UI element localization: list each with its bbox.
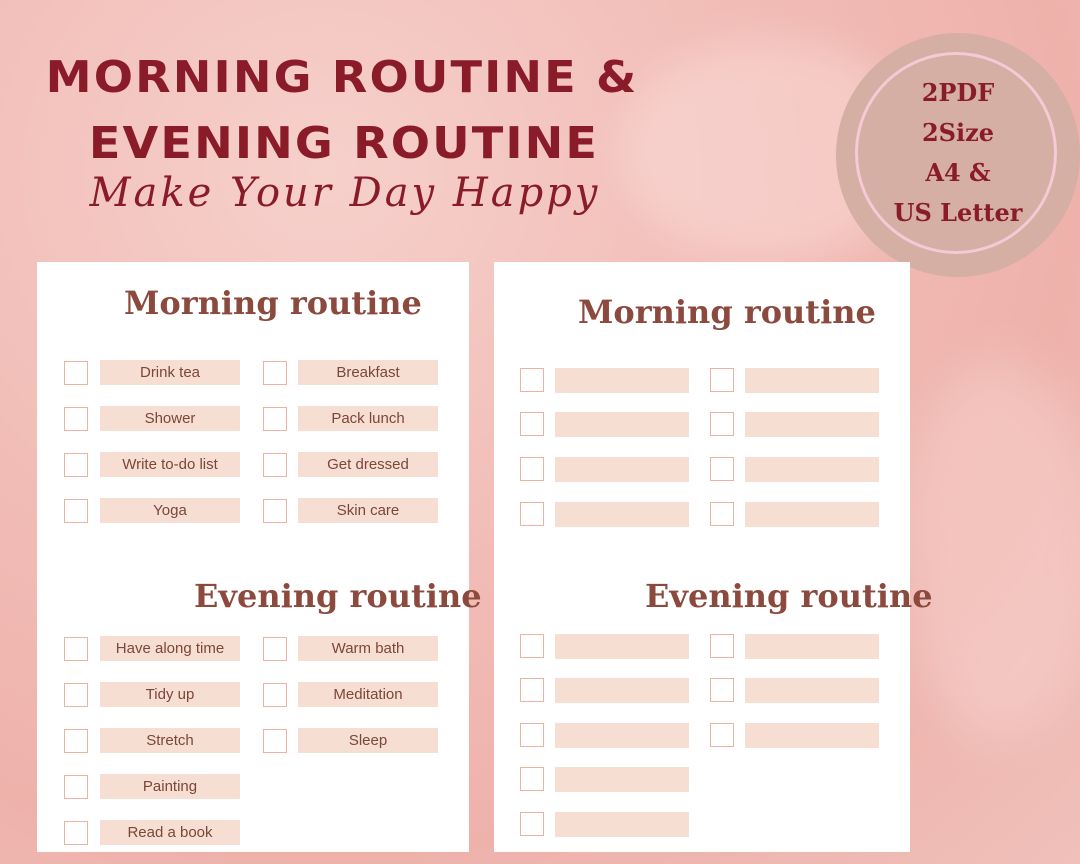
task-label[interactable]: [745, 634, 879, 659]
checkbox[interactable]: [710, 634, 734, 658]
checkbox[interactable]: [263, 499, 287, 523]
task-label[interactable]: [555, 723, 689, 748]
task-label[interactable]: [745, 368, 879, 393]
badge-line: 2Size: [921, 118, 995, 147]
task-label[interactable]: [555, 634, 689, 659]
task-label: Read a book: [100, 820, 240, 845]
task-label[interactable]: [745, 723, 879, 748]
task-label: Warm bath: [298, 636, 438, 661]
task-label: Stretch: [100, 728, 240, 753]
task-label[interactable]: [555, 368, 689, 393]
task-label: Yoga: [100, 498, 240, 523]
task-label[interactable]: [555, 812, 689, 837]
task-label[interactable]: [555, 457, 689, 482]
checkbox[interactable]: [263, 453, 287, 477]
checkbox[interactable]: [710, 723, 734, 747]
checkbox[interactable]: [64, 407, 88, 431]
task-label: Get dressed: [298, 452, 438, 477]
task-label[interactable]: [555, 412, 689, 437]
checkbox[interactable]: [520, 457, 544, 481]
checkbox[interactable]: [64, 729, 88, 753]
checkbox[interactable]: [520, 723, 544, 747]
checkbox[interactable]: [64, 821, 88, 845]
checkbox[interactable]: [520, 502, 544, 526]
task-label: Breakfast: [298, 360, 438, 385]
badge-line: US Letter: [893, 198, 1023, 227]
checkbox[interactable]: [263, 407, 287, 431]
blank-planner-sheet: [494, 262, 933, 852]
checkbox[interactable]: [263, 361, 287, 385]
evening-heading: Evening routine: [645, 577, 933, 615]
checkbox[interactable]: [710, 502, 734, 526]
task-label: Shower: [100, 406, 240, 431]
task-label[interactable]: [555, 502, 689, 527]
checkbox[interactable]: [263, 729, 287, 753]
badge-line: 2PDF: [921, 78, 995, 107]
badge-line: A4 &: [925, 158, 991, 187]
checkbox[interactable]: [710, 457, 734, 481]
task-label: Skin care: [298, 498, 438, 523]
checkbox[interactable]: [64, 499, 88, 523]
evening-heading: Evening routine: [194, 577, 482, 615]
checkbox[interactable]: [710, 412, 734, 436]
task-label: Tidy up: [100, 682, 240, 707]
checkbox[interactable]: [64, 775, 88, 799]
checkbox[interactable]: [263, 637, 287, 661]
badge-text: [836, 73, 1080, 233]
subtitle: Make Your Day Happy: [89, 170, 601, 216]
checkbox[interactable]: [710, 678, 734, 702]
task-label[interactable]: [555, 678, 689, 703]
task-label[interactable]: [745, 412, 879, 437]
checkbox[interactable]: [520, 412, 544, 436]
task-label: Sleep: [298, 728, 438, 753]
background-wash: [900, 360, 1080, 740]
task-label[interactable]: [745, 502, 879, 527]
morning-heading: Morning routine: [124, 284, 422, 322]
title-line-2: EVENING ROUTINE: [88, 118, 600, 169]
checkbox[interactable]: [520, 368, 544, 392]
checkbox[interactable]: [64, 637, 88, 661]
title-line-1: MORNING ROUTINE &: [45, 52, 639, 103]
checkbox[interactable]: [710, 368, 734, 392]
task-label[interactable]: [745, 678, 879, 703]
task-label: Have along time: [100, 636, 240, 661]
checkbox[interactable]: [520, 812, 544, 836]
task-label: Painting: [100, 774, 240, 799]
format-badge: [836, 33, 1080, 277]
task-label[interactable]: [555, 767, 689, 792]
checkbox[interactable]: [520, 678, 544, 702]
task-label[interactable]: [745, 457, 879, 482]
checkbox[interactable]: [520, 767, 544, 791]
task-label: Meditation: [298, 682, 438, 707]
task-label: Write to-do list: [100, 452, 240, 477]
task-label: Pack lunch: [298, 406, 438, 431]
morning-heading: Morning routine: [578, 293, 876, 331]
checkbox[interactable]: [64, 361, 88, 385]
checkbox[interactable]: [520, 634, 544, 658]
filled-planner-sheet: [37, 262, 482, 852]
checkbox[interactable]: [263, 683, 287, 707]
task-label: Drink tea: [100, 360, 240, 385]
checkbox[interactable]: [64, 683, 88, 707]
checkbox[interactable]: [64, 453, 88, 477]
